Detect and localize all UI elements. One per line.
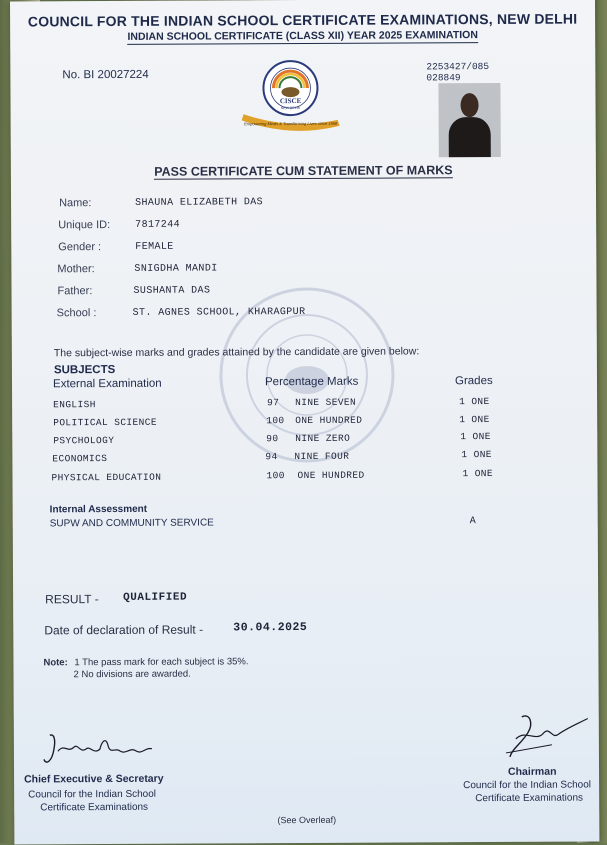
council-heading: COUNCIL FOR THE INDIAN SCHOOL CERTIFICATE EXAMINATIONS, NEW DELHI (27, 10, 578, 30)
subject-grade: 1 ONE (459, 414, 490, 426)
internal-assessment-subject: SUPW AND COMMUNITY SERVICE (49, 517, 214, 530)
chairman-signature-icon (502, 708, 592, 764)
grades-heading: Grades (454, 375, 493, 388)
father-value: SUSHANTA DAS (133, 285, 211, 297)
subject-name: PSYCHOLOGY (53, 434, 115, 447)
note-line-2: 2 No divisions are awarded. (73, 668, 191, 681)
subject-marks: 100 (266, 470, 285, 482)
subject-grade: 1 ONE (462, 468, 494, 480)
subject-marks-words: ONE HUNDRED (297, 469, 365, 482)
gender-label: Gender : (58, 241, 102, 254)
subject-name: ECONOMICS (52, 453, 108, 465)
subject-marks-words: NINE FOUR (294, 450, 350, 463)
certificate-paper (10, 0, 599, 845)
gender-value: FEMALE (135, 241, 174, 253)
subject-marks-words: ONE HUNDRED (295, 414, 363, 427)
subject-grade: 1 ONE (460, 431, 491, 443)
subject-marks-words: NINE ZERO (295, 432, 351, 445)
cisce-logo-icon (235, 58, 345, 139)
certificate-number: No. BI 20027224 (62, 68, 149, 82)
chairman-title: Chairman (508, 765, 557, 778)
declaration-date-label: Date of declaration of Result - (44, 622, 204, 638)
chief-executive-signature-icon (40, 729, 160, 770)
chief-executive-title: Chief Executive & Secretary (24, 772, 164, 786)
marks-intro-text: The subject-wise marks and grades attained by the candidate are given below: (53, 345, 420, 360)
chief-executive-org-line-2: Certificate Examinations (40, 801, 149, 814)
chief-executive-org-line-1: Council for the Indian School (28, 788, 157, 801)
logo-ribbon-text: Empowering Minds & Transforming Lives since 1958 (244, 120, 338, 127)
see-overleaf-text: (See Overleaf) (277, 814, 337, 826)
notes (43, 656, 248, 681)
chairman-org-line-1: Council for the Indian School (463, 779, 592, 792)
logo-text: CISCE (279, 97, 302, 106)
mother-label: Mother: (57, 263, 95, 276)
school-value: ST. AGNES SCHOOL, KHARAGPUR (132, 306, 306, 319)
percentage-marks-heading: Percentage Marks (264, 375, 359, 389)
note-line-1: 1 The pass mark for each subject is 35%. (74, 656, 249, 669)
subject-name: PHYSICAL EDUCATION (51, 471, 162, 484)
certificate-title: PASS CERTIFICATE CUM STATEMENT OF MARKS (154, 163, 453, 179)
unique-id-label: Unique ID: (58, 219, 111, 232)
unique-id-value: 7817244 (135, 219, 181, 231)
subject-marks: 100 (266, 415, 285, 427)
logo-subtext: NEW DELHI (280, 106, 301, 111)
subject-marks-words: NINE SEVEN (295, 396, 357, 409)
internal-assessment-heading: Internal Assessment (49, 503, 148, 516)
father-label: Father: (57, 285, 93, 298)
result-label: RESULT - (45, 592, 99, 607)
note-label: Note: (43, 657, 68, 669)
serial-number: 2253427/085 028849 (426, 61, 490, 84)
external-exam-heading: External Examination (52, 377, 162, 391)
subject-grade: 1 ONE (459, 396, 490, 408)
name-value: SHAUNA ELIZABETH DAS (135, 197, 264, 209)
subject-name: POLITICAL SCIENCE (53, 416, 157, 429)
exam-heading: INDIAN SCHOOL CERTIFICATE (CLASS XII) YEAR 2025 EXAMINATION (127, 29, 478, 43)
chairman-org-line-2: Certificate Examinations (475, 792, 584, 805)
mother-value: SNIGDHA MANDI (134, 263, 218, 275)
subject-marks: 90 (266, 433, 279, 445)
internal-assessment-grade: A (469, 516, 476, 528)
subjects-heading: SUBJECTS (53, 363, 116, 377)
subject-grade: 1 ONE (461, 449, 492, 461)
name-label: Name: (59, 197, 92, 210)
declaration-date-value: 30.04.2025 (233, 620, 308, 635)
result-value: QUALIFIED (123, 591, 188, 604)
subject-name: ENGLISH (53, 399, 96, 411)
subject-marks: 97 (267, 397, 280, 409)
candidate-photo (438, 83, 500, 157)
subject-marks: 94 (265, 451, 278, 463)
school-label: School : (56, 307, 97, 320)
